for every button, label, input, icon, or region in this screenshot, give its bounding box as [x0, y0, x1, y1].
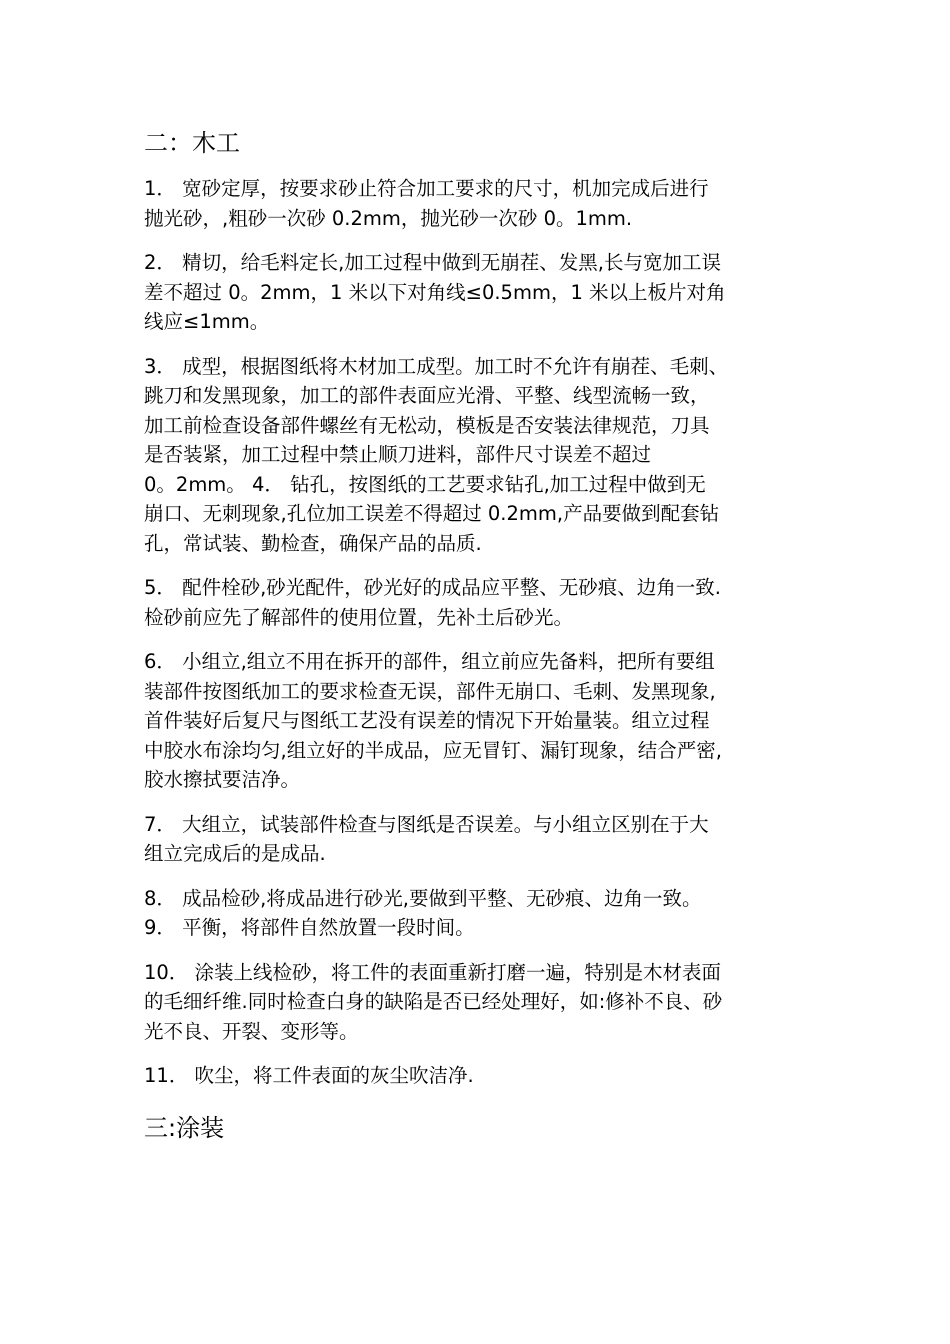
paragraph-3-4 [144, 352, 816, 559]
text-line: 6． 小组立,组立不用在拆开的部件，组立前应先备料，把所有要组 [144, 650, 715, 673]
text-line: 5． 配件栓砂,砂光配件，砂光好的成品应平整、无砂痕、边角一致. [144, 576, 722, 599]
text-line: 10． 涂装上线检砂，将工件的表面重新打磨一遍，特别是木材表面 [144, 960, 722, 984]
text-line: 加工前检查设备部件螺丝有无松动，模板是否安装法律规范，刀具 [144, 413, 710, 437]
text-line: 1． 宽砂定厚，按要求砂止符合加工要求的尺寸，机加完成后进行 [144, 177, 709, 200]
text-line: 组立完成后的是成品. [144, 842, 326, 865]
text-line: 11． 吹尘，将工件表面的灰尘吹洁净. [144, 1064, 474, 1087]
text-line: 检砂前应先了解部件的使用位置，先补土后砂光。 [144, 605, 574, 629]
paragraph-11 [144, 1061, 816, 1091]
paragraph-5 [144, 573, 816, 632]
text-line: 7． 大组立，试装部件检查与图纸是否误差。与小组立区别在于大 [144, 812, 709, 836]
text-line: 3． 成型，根据图纸将木材加工成型。加工时不允许有崩茬、毛刺、 [144, 354, 729, 378]
text-line: 中胶水布涂均匀,组立好的半成品，应无冒钉、漏钉现象，结合严密, [144, 738, 722, 762]
paragraph-6 [144, 647, 816, 795]
text-line: 跳刀和发黑现象，加工的部件表面应光滑、平整、线型流畅一致， [144, 384, 710, 407]
text-line: 差不超过 0。2mm，1 米以下对角线≤0.5mm，1 米以上板片对角 [144, 280, 726, 304]
paragraph-7 [144, 810, 816, 869]
text-line: 9． 平衡，将部件自然放置一段时间。 [144, 916, 475, 939]
text-line: 是否装紧，加工过程中禁止顺刀进料，部件尺寸误差不超过 [144, 443, 652, 466]
text-line: 装部件按图纸加工的要求检查无误，部件无崩口、毛刺、发黑现象, [144, 679, 716, 703]
section-heading-coating: 三:涂装 [144, 1113, 225, 1142]
text-line: 的毛细纤维.同时检查白身的缺陷是否已经处理好，如:修补不良、砂 [144, 990, 723, 1013]
text-line: 光不良、开裂、变形等。 [144, 1019, 359, 1043]
paragraph-2 [144, 248, 816, 337]
paragraph-1 [144, 174, 816, 233]
text-line: 首件装好后复尺与图纸工艺没有误差的情况下开始量装。组立过程 [144, 709, 710, 732]
paragraph-10 [144, 958, 816, 1047]
document-page [144, 126, 816, 1159]
text-line: 8． 成品检砂,将成品进行砂光,要做到平整、无砂痕、边角一致。 [144, 886, 702, 910]
text-line: 抛光砂，,粗砂一次砂 0.2mm，抛光砂一次砂 0。1mm. [144, 206, 633, 230]
section-heading-wood: 二：木工 [144, 129, 240, 157]
text-line: 崩口、无刺现象,孔位加工误差不得超过 0.2mm,产品要做到配套钻 [144, 502, 720, 525]
paragraph-8 [144, 884, 816, 914]
text-line: 0。2mm。 4． 钻孔，按图纸的工艺要求钻孔,加工过程中做到无 [144, 472, 706, 496]
text-line: 线应≤1mm。 [144, 310, 270, 333]
text-line: 2． 精切，给毛料定长,加工过程中做到无崩茬、发黑,长与宽加工误 [144, 251, 722, 274]
text-line: 孔，常试装、勤检查，确保产品的品质. [144, 531, 482, 555]
text-line: 胶水擦拭要洁净。 [144, 768, 301, 791]
paragraph-9 [144, 913, 816, 943]
